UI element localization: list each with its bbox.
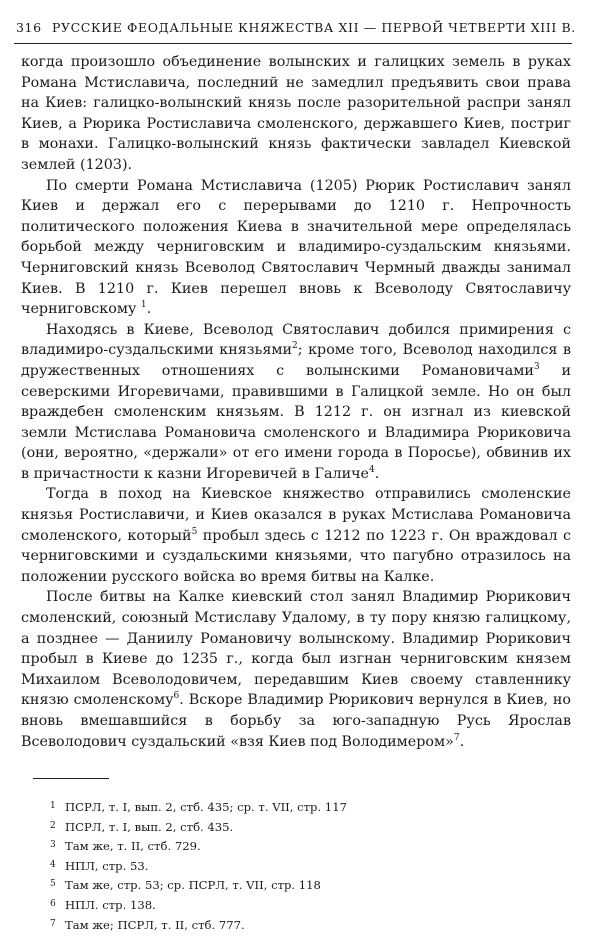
- paragraph-5-part-b: . Вскоре Владимир Рюрикович вернулся в Киев, но вновь вмешавшийся в борьбу за юго-западную Русь Ярослав Всеволодович суздальский «взя Киев под Володимером»: [21, 692, 572, 750]
- paragraph-3: [21, 320, 571, 485]
- footnote-7: [50, 915, 550, 935]
- footnote-text: Там же; ПСРЛ, т. II, стб. 777.: [65, 917, 245, 932]
- footnote-mark: 6: [50, 898, 56, 909]
- footnote-text: Там же, стр. 53; ср. ПСРЛ, т. VII, стр. 118: [65, 878, 321, 893]
- footnote-ref-7: 7: [453, 732, 460, 743]
- footnote-2: [50, 817, 550, 837]
- paragraph-2-text: По смерти Романа Мстиславича (1205) Рюрик Ростиславич занял Киев и держал его с перерывами до 1210 г. Непрочность политического положения Киева в значительной мере определялась борьбой между черниговским и владимиро-суздальским князьями. Черниговский князь Всеволод Святославич Чермный дважды занимал Киев. В 1210 г. Киев перешел вновь к Всеволоду Святославичу черниговскому: [21, 177, 571, 318]
- footnote-text: Там же, т. II, стб. 729.: [65, 839, 201, 854]
- footnote-ref-5: 5: [191, 526, 198, 537]
- footnote-1: [50, 797, 550, 817]
- footnote-ref-2: 2: [292, 341, 298, 352]
- paragraph-3-part-a: Находясь в Киеве, Всеволод Святославич добился примирения с владимиро-суздальскими князьями: [21, 321, 571, 359]
- footnote-text: ПСРЛ, т. I, вып. 2, стб. 435; ср. т. VII, стр. 117: [65, 800, 347, 814]
- footnote-ref-6: 6: [173, 691, 180, 702]
- footnote-mark: 2: [50, 820, 56, 831]
- main-text: [21, 52, 571, 752]
- footnote-ref-4: 4: [369, 465, 375, 476]
- paragraph-3-end: .: [374, 465, 380, 482]
- footnote-text: НПЛ, стр. 53.: [65, 858, 149, 873]
- footnotes: [50, 797, 550, 934]
- footnote-mark: 7: [50, 918, 56, 929]
- header-divider: [14, 43, 572, 44]
- paragraph-2-end: .: [146, 301, 152, 318]
- footnote-5: [50, 875, 550, 895]
- footnote-ref-1: 1: [140, 300, 147, 311]
- paragraph-3-part-b: ; кроме того, Всеволод находился в дружественных отношениях с волынскими Романовичами: [21, 342, 571, 379]
- running-title: РУССКИЕ ФЕОДАЛЬНЫЕ КНЯЖЕСТВА XII — ПЕРВОЙ ЧЕТВЕРТИ XIII В.: [52, 20, 576, 35]
- footnote-mark: 3: [50, 840, 56, 851]
- paragraph-2: [21, 176, 571, 320]
- footnote-text: ПСРЛ, т. I, вып. 2, стб. 435.: [65, 819, 234, 834]
- page-header: [14, 14, 580, 40]
- paragraph-4-part-b: пробыл здесь с 1212 по 1223 г. Он враждовал с черниговскими и суздальскими князьями, что пагубно отразилось на положении русского войска во время битвы на Калке.: [21, 527, 571, 585]
- footnote-mark: 1: [50, 801, 56, 811]
- footnote-3: [50, 836, 550, 856]
- paragraph-5-part-a: После битвы на Калке киевский стол занял Владимир Рюрикович смоленский, союзный Мстиславу Удалому, в ту пору князю галицкому, а позднее — Даниилу Романовичу волынскому. Владимир Рюрикович пробыл в Киеве до 1235 г., когда был изгнан черниговским князем Михаилом Всеволодовичем, передавшим Киев своему ставленнику князю смоленскому: [21, 589, 571, 709]
- footnote-6: [50, 895, 550, 915]
- footnote-text: НПЛ. стр. 138.: [65, 897, 156, 912]
- footnote-mark: 4: [50, 859, 56, 870]
- footnote-mark: 5: [50, 879, 56, 890]
- footnote-divider: [33, 778, 109, 779]
- paragraph-4-part-a: Тогда в поход на Киевское княжество отправились смоленские князья Ростиславичи, и Киев оказался в руках Мстислава Романовича смоленского, который: [21, 486, 571, 544]
- paragraph-3-part-c: и северскими Игоревичами, правившими в Галицкой земле. Но он был враждебен смоленским князьям. В 1212 г. он изгнал из киевской земли Мстислава Романовича смоленского и Владимира Рюриковича (они, вероятно, «держали» от его имени города в Поросье), обвинив их в причастности к казни Игоревичей в Галиче: [21, 362, 571, 482]
- paragraph-5-end: .: [459, 733, 465, 750]
- paragraph-1: когда произошло объединение волынских и галицких земель в руках Романа Мстиславича, последний не замедлил предъявить свои права на Киев: галицко-волынский князь после разорительной распри занял Киев, а Рюрика Ростиславича смоленского, державшего Киев, постриг в монахи. Галицко-волынский князь фактически завладел Киевской землей (1203).: [21, 54, 571, 173]
- footnote-ref-3: 3: [533, 362, 540, 373]
- paragraph-4: [21, 484, 571, 587]
- footnote-4: [50, 856, 550, 876]
- paragraph-5: [21, 587, 571, 752]
- page-number: 316: [16, 20, 42, 35]
